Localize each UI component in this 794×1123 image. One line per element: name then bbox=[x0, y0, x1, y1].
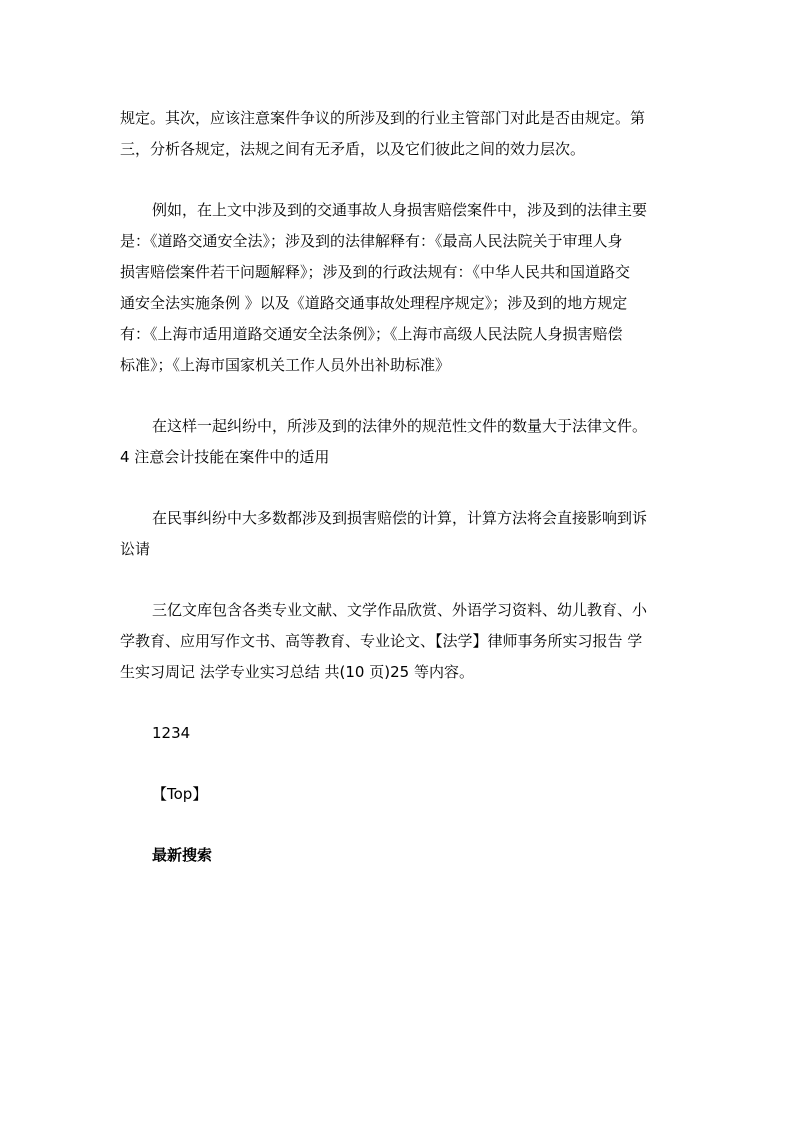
section-heading-accounting-skills: 4 注意会计技能在案件中的适用 bbox=[120, 448, 330, 466]
latest-search-heading: 最新搜索 bbox=[152, 846, 213, 864]
paragraph-damages-calculation: 在民事纠纷中大多数都涉及到损害赔偿的计算，计算方法将会直接影响到诉 讼请 bbox=[120, 509, 648, 558]
paragraph-normative-documents: 在这样一起纠纷中，所涉及到的法律外的规范性文件的数量大于法律文件。 bbox=[152, 417, 648, 435]
page-numbers-link[interactable]: 1234 bbox=[152, 724, 191, 742]
document-body bbox=[120, 103, 676, 871]
top-link[interactable]: 【Top】 bbox=[152, 785, 208, 803]
paragraph-regulations-order: 规定。其次，应该注意案件争议的所涉及到的行业主管部门对此是否由规定。第 三，分析各规定，法规之间有无矛盾，以及它们彼此之间的效力层次。 bbox=[120, 109, 646, 158]
paragraph-example-laws: 例如，在上文中涉及到的交通事故人身损害赔偿案件中，涉及到的法律主要 是：《道路交通安全法》；涉及到的法律解释有：《最高人民法院关于审理人身 损害赔偿案件若干问题解释》；涉及到的行政法规有：《中华人民共和国道路交 通安全法实施条例 》以及《道路交通事故处理程序规定》；涉及到的地方规定 有：《上海市适用道路交通安全法条例》；《上海市高级人民法院人身损害赔偿 标准》；《上海市国家机关工作人员外出补助标准》 bbox=[120, 201, 648, 374]
paragraph-library-description: 三亿文库包含各类专业文献、文学作品欣赏、外语学习资料、幼儿教育、小 学教育、应用写作文书、高等教育、专业论文、【法学】律师事务所实习报告 学 生实习周记 法学专业实习总结 共(10 页)25 等内容。 bbox=[120, 601, 648, 681]
